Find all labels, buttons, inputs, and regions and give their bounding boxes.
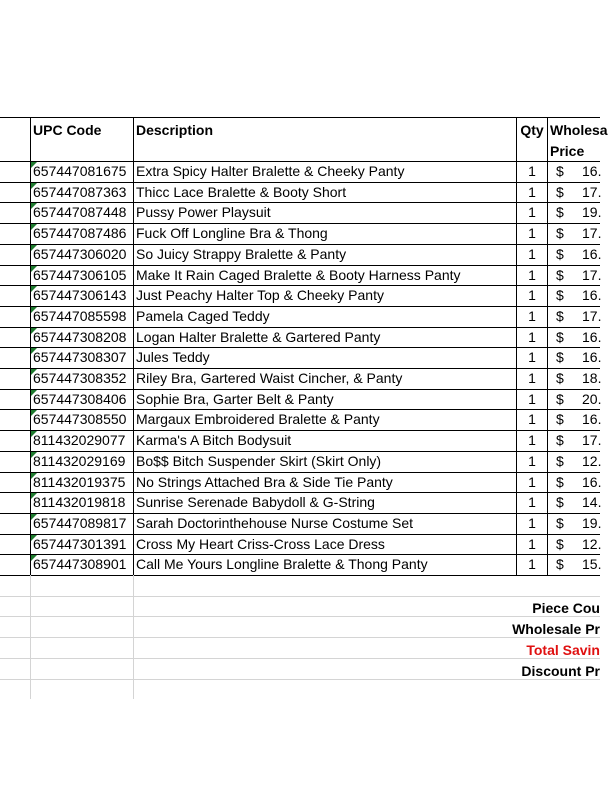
qty-cell[interactable]: 1 xyxy=(528,163,536,179)
grid-line xyxy=(0,658,600,659)
grid-line xyxy=(0,575,600,576)
upc-cell[interactable]: 811432029169 xyxy=(33,453,126,469)
description-cell[interactable]: Just Peachy Halter Top & Cheeky Panty xyxy=(136,287,384,303)
description-cell[interactable]: Thicc Lace Bralette & Booty Short xyxy=(136,184,347,200)
upc-cell[interactable]: 657447308550 xyxy=(33,411,127,427)
description-cell[interactable]: Call Me Yours Longline Bralette & Thong Panty xyxy=(136,556,428,572)
grid-line xyxy=(0,534,600,535)
grid-line xyxy=(30,575,31,699)
currency-symbol-cell[interactable]: $ xyxy=(556,556,564,572)
grid-line xyxy=(0,202,600,203)
price-cell[interactable]: 18. xyxy=(582,370,602,386)
currency-symbol-cell[interactable]: $ xyxy=(556,370,564,386)
grid-line xyxy=(0,451,600,452)
price-cell[interactable]: 17. xyxy=(582,184,602,200)
grid-line xyxy=(547,117,548,576)
header-wholesale-price-line1[interactable]: Wholesa xyxy=(550,122,608,138)
header-description[interactable]: Description xyxy=(136,122,214,138)
upc-cell[interactable]: 657447301391 xyxy=(33,536,127,552)
price-cell[interactable]: 16. xyxy=(582,246,602,262)
price-cell[interactable]: 17. xyxy=(582,432,602,448)
upc-cell[interactable]: 657447308208 xyxy=(33,329,127,345)
qty-cell[interactable]: 1 xyxy=(528,349,536,365)
total-savings-label[interactable]: Total Savin xyxy=(526,642,600,658)
currency-symbol-cell[interactable]: $ xyxy=(556,225,564,241)
description-cell[interactable]: Karma's A Bitch Bodysuit xyxy=(136,432,292,448)
currency-symbol-cell[interactable]: $ xyxy=(556,246,564,262)
grid-line xyxy=(0,244,600,245)
currency-symbol-cell[interactable]: $ xyxy=(556,267,564,283)
description-cell[interactable]: No Strings Attached Bra & Side Tie Panty xyxy=(136,474,393,490)
qty-cell[interactable]: 1 xyxy=(528,453,536,469)
description-cell[interactable]: Sarah Doctorinthehouse Nurse Costume Set xyxy=(136,515,414,531)
currency-symbol-cell[interactable]: $ xyxy=(556,204,564,220)
price-cell[interactable]: 16. xyxy=(582,474,602,490)
currency-symbol-cell[interactable]: $ xyxy=(556,391,564,407)
description-cell[interactable]: Extra Spicy Halter Bralette & Cheeky Panty xyxy=(136,163,405,179)
price-cell[interactable]: 16. xyxy=(582,411,602,427)
qty-cell[interactable]: 1 xyxy=(528,370,536,386)
header-wholesale-price-line2[interactable]: Price xyxy=(550,143,585,159)
price-cell[interactable]: 16. xyxy=(582,329,602,345)
wholesale-price-label[interactable]: Wholesale Pr xyxy=(512,621,600,637)
grid-line xyxy=(0,596,600,597)
price-cell[interactable]: 20. xyxy=(582,391,602,407)
price-cell[interactable]: 12. xyxy=(582,536,602,552)
upc-cell[interactable]: 657447306143 xyxy=(33,287,127,303)
currency-symbol-cell[interactable]: $ xyxy=(556,329,564,345)
description-cell[interactable]: Riley Bra, Gartered Waist Cincher, & Panty xyxy=(136,370,403,386)
grid-line xyxy=(133,117,134,576)
currency-symbol-cell[interactable]: $ xyxy=(556,453,564,469)
currency-symbol-cell[interactable]: $ xyxy=(556,184,564,200)
grid-line xyxy=(0,368,600,369)
currency-symbol-cell[interactable]: $ xyxy=(556,536,564,552)
upc-cell[interactable]: 657447308307 xyxy=(33,349,127,365)
upc-cell[interactable]: 811432029077 xyxy=(33,432,126,448)
currency-symbol-cell[interactable]: $ xyxy=(556,515,564,531)
grid-line xyxy=(0,223,600,224)
upc-cell[interactable]: 657447308352 xyxy=(33,370,127,386)
description-cell[interactable]: Margaux Embroidered Bralette & Panty xyxy=(136,411,380,427)
qty-cell[interactable]: 1 xyxy=(528,515,536,531)
currency-symbol-cell[interactable]: $ xyxy=(556,287,564,303)
grid-line xyxy=(0,389,600,390)
qty-cell[interactable]: 1 xyxy=(528,184,536,200)
currency-symbol-cell[interactable]: $ xyxy=(556,163,564,179)
qty-cell[interactable]: 1 xyxy=(528,432,536,448)
upc-cell[interactable]: 811432019375 xyxy=(33,474,126,490)
currency-symbol-cell[interactable]: $ xyxy=(556,494,564,510)
qty-cell[interactable]: 1 xyxy=(528,246,536,262)
upc-cell[interactable]: 657447308901 xyxy=(33,556,127,572)
qty-cell[interactable]: 1 xyxy=(528,225,536,241)
price-cell[interactable]: 16. xyxy=(582,349,602,365)
upc-cell[interactable]: 657447087363 xyxy=(33,184,127,200)
grid-line xyxy=(0,117,600,118)
upc-cell[interactable]: 657447308406 xyxy=(33,391,127,407)
price-cell[interactable]: 17. xyxy=(582,308,602,324)
upc-cell[interactable]: 657447087448 xyxy=(33,204,127,220)
grid-line xyxy=(133,575,134,699)
price-cell[interactable]: 15. xyxy=(582,556,602,572)
price-cell[interactable]: 17. xyxy=(582,267,602,283)
qty-cell[interactable]: 1 xyxy=(528,204,536,220)
description-cell[interactable]: Sophie Bra, Garter Belt & Panty xyxy=(136,391,334,407)
upc-cell[interactable]: 657447306020 xyxy=(33,246,127,262)
grid-line xyxy=(30,117,31,576)
grid-line xyxy=(0,430,600,431)
grid-line xyxy=(0,513,600,514)
qty-cell[interactable]: 1 xyxy=(528,556,536,572)
grid-line xyxy=(0,616,600,617)
qty-cell[interactable]: 1 xyxy=(528,536,536,552)
upc-cell[interactable]: 811432019818 xyxy=(33,494,126,510)
currency-symbol-cell[interactable]: $ xyxy=(556,432,564,448)
description-cell[interactable]: Make It Rain Caged Bralette & Booty Harness Panty xyxy=(136,267,461,283)
currency-symbol-cell[interactable]: $ xyxy=(556,474,564,490)
price-cell[interactable]: 14. xyxy=(582,494,602,510)
grid-line xyxy=(0,492,600,493)
description-cell[interactable]: Bo$$ Bitch Suspender Skirt (Skirt Only) xyxy=(136,453,382,469)
upc-cell[interactable]: 657447087486 xyxy=(33,225,127,241)
grid-line xyxy=(0,182,600,183)
upc-cell[interactable]: 657447306105 xyxy=(33,267,127,283)
qty-cell[interactable]: 1 xyxy=(528,267,536,283)
grid-line xyxy=(516,117,517,576)
qty-cell[interactable]: 1 xyxy=(528,329,536,345)
grid-line xyxy=(0,554,600,555)
description-cell[interactable]: Pussy Power Playsuit xyxy=(136,204,271,220)
grid-line xyxy=(0,306,600,307)
description-cell[interactable]: Pamela Caged Teddy xyxy=(136,308,270,324)
grid-line xyxy=(0,347,600,348)
upc-cell[interactable]: 657447089817 xyxy=(33,515,127,531)
description-cell[interactable]: Jules Teddy xyxy=(136,349,210,365)
piece-count-label[interactable]: Piece Cou xyxy=(532,600,600,616)
price-cell[interactable]: 16. xyxy=(582,287,602,303)
description-cell[interactable]: So Juicy Strappy Bralette & Panty xyxy=(136,246,347,262)
grid-line xyxy=(0,327,600,328)
currency-symbol-cell[interactable]: $ xyxy=(556,308,564,324)
price-cell[interactable]: 19. xyxy=(582,515,602,531)
grid-line xyxy=(0,472,600,473)
header-qty[interactable]: Qty xyxy=(520,122,544,138)
price-cell[interactable]: 16. xyxy=(582,163,602,179)
grid-line xyxy=(0,409,600,410)
description-cell[interactable]: Cross My Heart Criss-Cross Lace Dress xyxy=(136,536,385,552)
currency-symbol-cell[interactable]: $ xyxy=(556,411,564,427)
qty-cell[interactable]: 1 xyxy=(528,474,536,490)
description-cell[interactable]: Sunrise Serenade Babydoll & G-String xyxy=(136,494,375,510)
upc-cell[interactable]: 657447081675 xyxy=(33,163,127,179)
qty-cell[interactable]: 1 xyxy=(528,308,536,324)
header-upc-code[interactable]: UPC Code xyxy=(33,122,102,138)
grid-line xyxy=(0,265,600,266)
price-cell[interactable]: 19. xyxy=(582,204,602,220)
grid-line xyxy=(0,679,600,680)
description-cell[interactable]: Logan Halter Bralette & Gartered Panty xyxy=(136,329,381,345)
grid-line xyxy=(0,637,600,638)
price-cell[interactable]: 17. xyxy=(582,225,602,241)
grid-line xyxy=(0,285,600,286)
discount-price-label[interactable]: Discount Pr xyxy=(521,663,600,679)
upc-cell[interactable]: 657447085598 xyxy=(33,308,127,324)
qty-cell[interactable]: 1 xyxy=(528,494,536,510)
description-cell[interactable]: Fuck Off Longline Bra & Thong xyxy=(136,225,328,241)
grid-line xyxy=(0,161,600,162)
price-cell[interactable]: 12. xyxy=(582,453,602,469)
qty-cell[interactable]: 1 xyxy=(528,391,536,407)
qty-cell[interactable]: 1 xyxy=(528,411,536,427)
qty-cell[interactable]: 1 xyxy=(528,287,536,303)
currency-symbol-cell[interactable]: $ xyxy=(556,349,564,365)
